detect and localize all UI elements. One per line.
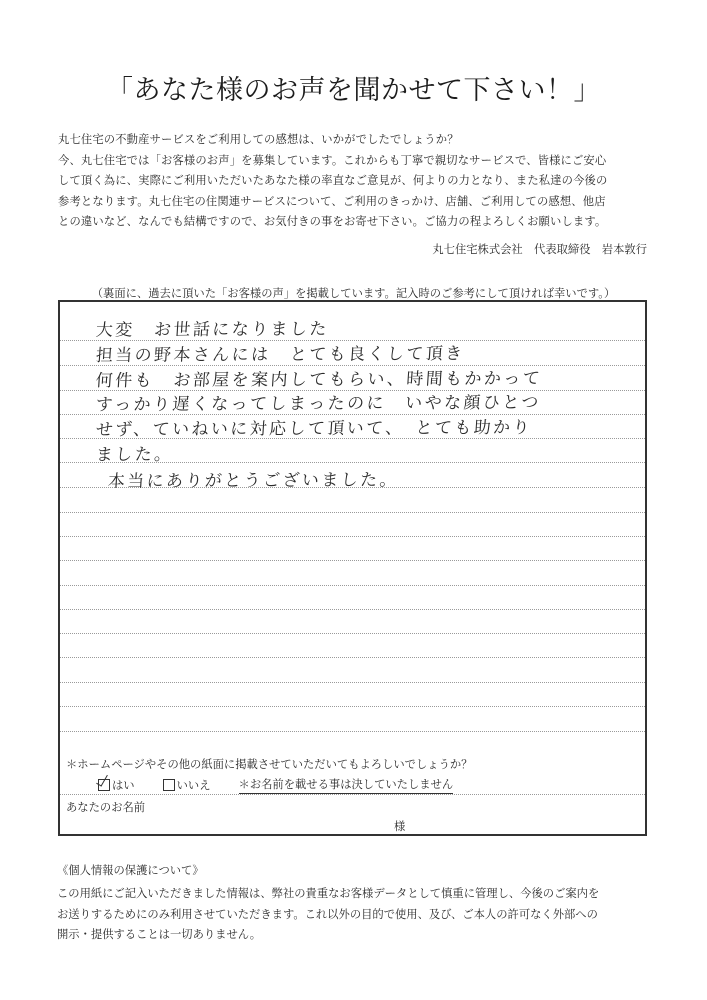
intro-text	[58, 130, 658, 233]
ruled-line	[60, 633, 645, 634]
privacy-line: お送りするためにのみ利用させていただきます。これ以外の目的で使用、及び、ご本人の許可なく外部への	[57, 907, 598, 921]
intro-line: して頂く為に、実際にご利用いただいたあなた様の率直なご意見が、何よりの力となり、また私達の今後の	[58, 174, 608, 187]
consent-options	[98, 776, 453, 794]
intro-line: との違いなど、なんでも結構ですので、お気付きの事をお寄せ下さい。ご協力の程よろしくお願いします。	[58, 215, 607, 228]
no-checkbox[interactable]	[163, 779, 175, 791]
privacy-title: 《個人情報の保護について》	[57, 864, 204, 877]
ruled-line	[60, 585, 645, 586]
handwritten-line: せず、ていねいに対応して頂いて、 とても助かり	[95, 417, 533, 441]
ruled-line	[60, 731, 645, 732]
intro-line: 今、丸七住宅では「お客様のお声」を募集しています。これからも丁寧で親切なサービスで、皆様にご安心	[58, 153, 607, 167]
ruled-line	[60, 682, 645, 683]
no-label: いいえ	[176, 779, 211, 792]
name-honorific: 様	[394, 820, 406, 833]
privacy-text	[57, 884, 657, 946]
reference-note: （裏面に、過去に頂いた「お客様の声」を掲載しています。記入時のご参考にして頂ければ幸いです。）	[91, 287, 616, 300]
handwritten-line: 担当の野本さんには とても良くして頂き	[95, 344, 466, 366]
privacy-line: この用紙にご記入いただきました情報は、弊社の貴重なお客様データとして慎重に管理し、今後のご案内を	[57, 887, 600, 900]
ruled-line	[60, 706, 645, 707]
yes-label: はい	[112, 779, 135, 792]
handwritten-line: 本当にありがとうございました。	[107, 470, 400, 492]
privacy-line: 開示・提供することは一切ありません。	[57, 928, 262, 941]
yes-checkbox[interactable]	[98, 779, 110, 791]
handwritten-line: ました。	[95, 444, 175, 466]
consent-question: ＊ホームページやその他の紙面に掲載させていただいてもよろしいでしょうか？	[66, 758, 473, 771]
divider	[60, 794, 645, 795]
name-label: あなたのお名前	[66, 801, 146, 814]
ruled-line	[60, 560, 645, 561]
ruled-line	[60, 657, 645, 658]
name-privacy-note: ＊お名前を載せる事は決していたしません	[239, 776, 454, 794]
page-title: 「あなた様のお声を聞かせて下さい！」	[106, 75, 601, 106]
ruled-line	[60, 536, 645, 537]
signer: 丸七住宅株式会社 代表取締役 岩本敦行	[432, 243, 647, 256]
intro-line: 参考となります。丸七住宅の住関連サービスについて、ご利用のきっかけ、店舗、ご利用しての感想、他店	[58, 194, 606, 208]
handwritten-line: すっかり遅くなってしまったのに いやな顔ひとつ	[95, 392, 542, 416]
consent-no-option[interactable]	[163, 777, 211, 793]
handwritten-line: 大変 お世話になりました	[95, 319, 330, 341]
consent-yes-option[interactable]	[98, 777, 135, 793]
handwritten-line: 何件も お部屋を案内してもらい、時間もかかって	[95, 368, 543, 392]
intro-line: 丸七住宅の不動産サービスをご利用しての感想は、いかがでしたでしょうか？	[58, 133, 459, 146]
ruled-line	[60, 609, 645, 610]
ruled-line	[60, 512, 645, 513]
